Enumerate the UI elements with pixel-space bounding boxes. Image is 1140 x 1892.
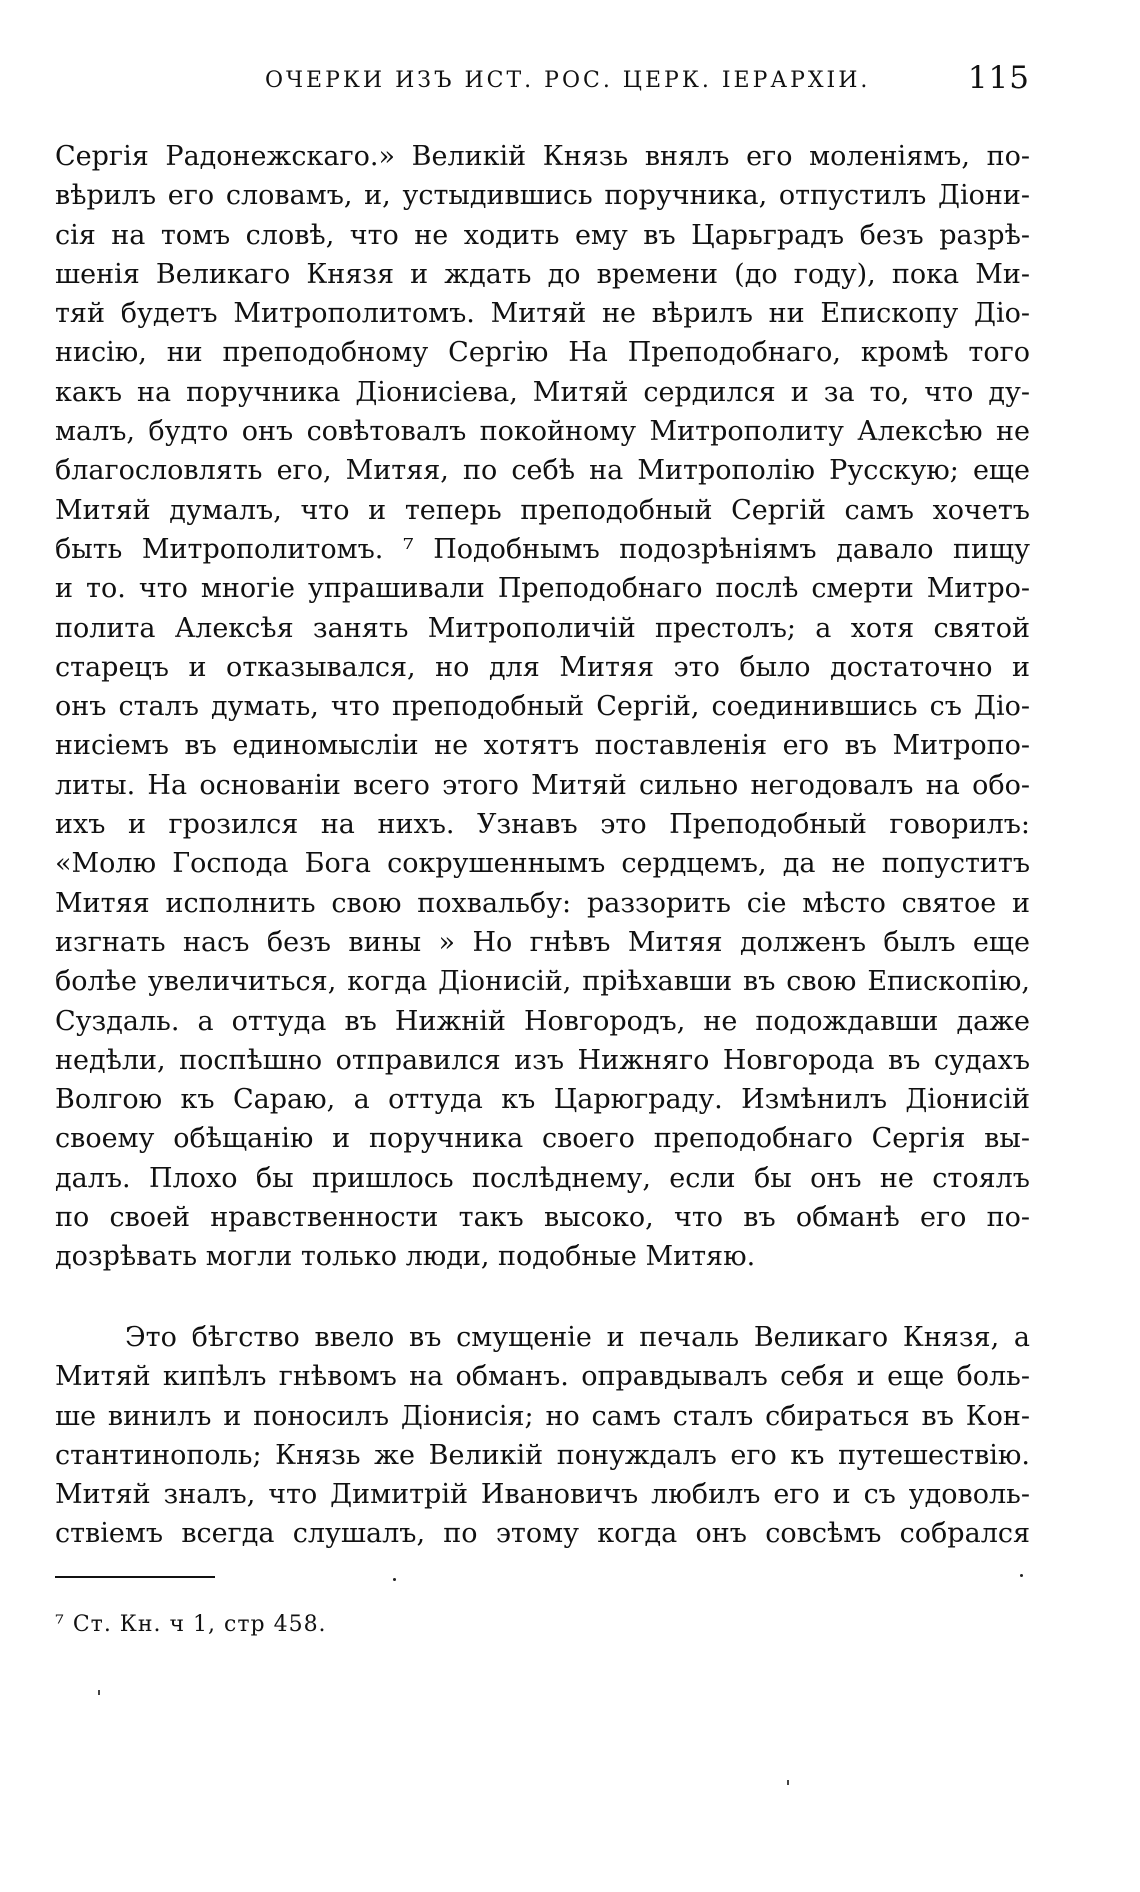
page-number: 115 — [967, 60, 1030, 96]
running-head-title: ОЧЕРКИ ИЗЪ ИСТ. РОС. ЦЕРК. ІЕРАРХІИ. — [265, 68, 871, 93]
text-line: Митяй кипѣлъ гнѣвомъ на обманъ. оправдывалъ себя и еще боль- — [55, 1361, 1030, 1393]
text-line: ше винилъ и поносилъ Діонисія; но самъ сталъ сбираться въ Кон- — [55, 1400, 1030, 1432]
text-line: «Молю Господа Бога сокрушеннымъ сердцемъ, да не попуститъ — [55, 848, 1030, 880]
text-line: стантинополь; Князь же Великій понуждалъ его къ путешествію. — [55, 1439, 1030, 1471]
text-line: Это бѣгство ввело въ смущеніе и печаль Великаго Князя, а — [125, 1322, 1030, 1353]
text-line: недѣли, поспѣшно отправился изъ Нижняго Новгорода въ судахъ — [55, 1044, 1030, 1076]
footnote: ⁷ Ст. Кн. ч 1, стр 458. — [55, 1612, 327, 1637]
text-line: Митяй зналъ, что Димитрій Ивановичъ любилъ его и съ удоволь- — [55, 1479, 1030, 1511]
text-line: шенія Великаго Князя и ждать до времени (до году), пока Ми- — [55, 258, 1030, 290]
text-line: ствіемъ всегда слушалъ, по этому когда онъ совсѣмъ собрался — [55, 1518, 1030, 1550]
text-line: дозрѣвать могли только люди, подобные Митяю. — [55, 1241, 756, 1273]
text-line: Волгою къ Сараю, а оттуда къ Царюграду. Измѣнилъ Діонисій — [55, 1084, 1030, 1116]
text-line: Митяй думалъ, что и теперь преподобный Сергій самъ хочетъ — [55, 494, 1030, 526]
text-line: полита Алексѣя занять Митрополичій престолъ; а хотя святой — [55, 612, 1030, 644]
text-line: какъ на поручника Діонисіева, Митяй сердился и за то, что ду- — [55, 376, 1030, 408]
text-line: сія на томъ словѣ, что не ходить ему въ Царьградъ безъ разрѣ- — [55, 219, 1030, 251]
text-line: ихъ и грозился на нихъ. Узнавъ это Преподобный говорилъ: — [55, 809, 1030, 841]
paragraph-1 — [55, 137, 1030, 1277]
text-line: Суздаль. а оттуда въ Нижній Новгородъ, не подождавши даже — [55, 1005, 1030, 1037]
text-line: далъ. Плохо бы пришлось послѣднему, если бы онъ не стоялъ — [55, 1162, 1030, 1194]
running-head — [55, 60, 1030, 110]
text-line: болѣе увеличиться, когда Діонисій, пріѣхавши въ свою Епископію, — [55, 966, 1030, 998]
text-line: Митяя исполнить свою похвальбу: раззорить сіе мѣсто святое и — [55, 887, 1030, 919]
footnote-divider — [55, 1576, 215, 1578]
text-line: быть Митрополитомъ. ⁷ Подобнымъ подозрѣніямъ давало пищу — [55, 533, 1030, 565]
text-line: благословлять его, Митяя, по себѣ на Митрополію Русскую; еще — [55, 455, 1030, 487]
text-line: изгнать насъ безъ вины » Но гнѣвъ Митяя долженъ былъ еще — [55, 926, 1030, 958]
text-line: своему обѣщанію и поручника своего преподобнаго Сергія вы- — [55, 1123, 1030, 1155]
text-line: литы. На основаніи всего этого Митяй сильно негодовалъ на обо- — [55, 769, 1030, 801]
print-speck — [393, 1578, 396, 1581]
text-line: и то. что многіе упрашивали Преподобнаго послѣ смерти Митро- — [55, 573, 1030, 605]
text-line: тяй будетъ Митрополитомъ. Митяй не вѣрилъ ни Епископу Діо- — [55, 298, 1030, 330]
text-line: нисіемъ въ единомысліи не хотятъ поставленія его въ Митропо- — [55, 730, 1030, 762]
text-line: нисію, ни преподобному Сергію На Преподобнаго, кромѣ того — [55, 337, 1030, 369]
text-line: по своей нравственности такъ высоко, что въ обманѣ его по- — [55, 1202, 1030, 1234]
text-line: вѣрилъ его словамъ, и, устыдившись поручника, отпустилъ Діони- — [55, 180, 1030, 212]
paragraph-2 — [55, 1318, 1030, 1554]
print-speck — [787, 1780, 789, 1785]
text-line: Сергія Радонежскаго.» Великій Князь внялъ его моленіямъ, по- — [55, 141, 1030, 172]
print-speck — [1020, 1574, 1023, 1577]
text-line: онъ сталъ думать, что преподобный Сергій, соединившись съ Діо- — [55, 691, 1030, 723]
text-line: малъ, будто онъ совѣтовалъ покойному Митрополиту Алексѣю не — [55, 416, 1030, 448]
print-speck — [98, 1690, 100, 1695]
footnote-rule — [55, 1572, 1055, 1582]
text-line: старецъ и отказывался, но для Митяя это было достаточно и — [55, 651, 1030, 683]
